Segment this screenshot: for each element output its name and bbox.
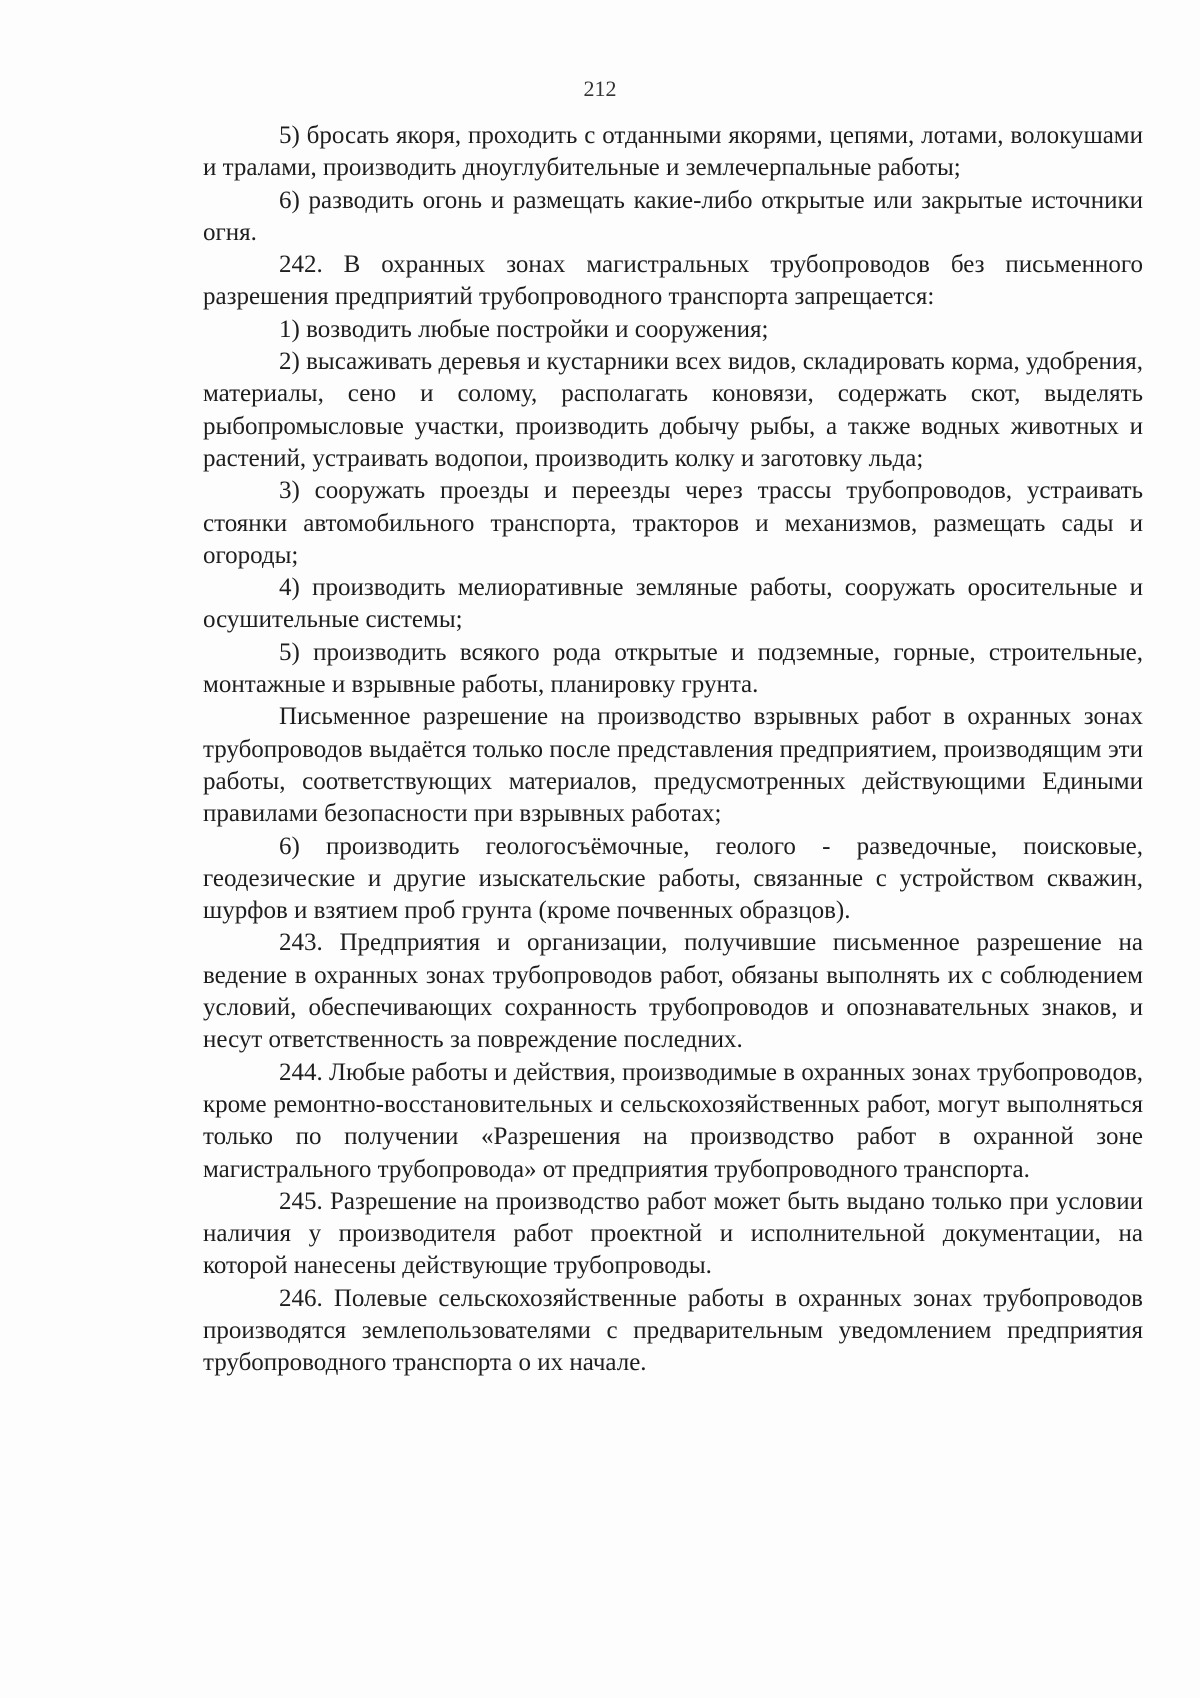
paragraph-item-6-fire: 6) разводить огонь и размещать какие-либо открытые или закрытые источники огня.	[203, 186, 1143, 246]
paragraph-item-6-geology: 6) производить геологосъёмочные, геолого - разведочные, поисковые, геодезические и другие изыскательские работы, связанные с устройством скважин, шурфов и взятием проб грунта (кроме почвенных образцов).	[203, 832, 1143, 925]
paragraph-item-2-trees: 2) высаживать деревья и кустарники всех видов, складировать корма, удобрения, материалы, сено и солому, располагать коновязи, содержать скот, выделять рыбопромысловые участки, производить добычу рыбы, а также водных животных и растений, устраивать водопои, производить колку и заготовку льда;	[203, 348, 1143, 472]
paragraph-clause-246: 246. Полевые сельскохозяйственные работы в охранных зонах трубопроводов производятся землепользователями с предварительным уведомлением предприятия трубопроводного транспорта о их начале.	[203, 1284, 1143, 1377]
paragraph-clause-245: 245. Разрешение на производство работ может быть выдано только при условии наличия у производителя работ проектной и исполнительной документации, на которой нанесены действующие трубопроводы.	[203, 1187, 1143, 1280]
paragraph-written-permission: Письменное разрешение на производство взрывных работ в охранных зонах трубопроводов выдаётся только после представления предприятием, производящим эти работы, соответствующих материалов, предусмотренных действующими Едиными правилами безопасности при взрывных работах;	[203, 703, 1143, 828]
paragraph-item-3-crossings: 3) сооружать проезды и переезды через трассы трубопроводов, устраивать стоянки автомобильного транспорта, тракторов и механизмов, размещать сады и огороды;	[203, 477, 1143, 569]
document-body	[203, 120, 1143, 1380]
paragraph-item-5-anchors: 5) бросать якоря, проходить с отданными якорями, цепями, лотами, волокушами и тралами, производить дноуглубительные и землечерпальные работы;	[203, 122, 1143, 182]
paragraph-item-4-melioration: 4) производить мелиоративные земляные работы, сооружать оросительные и осушительные системы;	[203, 574, 1143, 634]
page-number: 212	[583, 76, 617, 101]
paragraph-item-5-excavation: 5) производить всякого рода открытые и подземные, горные, строительные, монтажные и взрывные работы, планировку грунта.	[203, 638, 1143, 699]
paragraph-clause-242: 242. В охранных зонах магистральных трубопроводов без письменного разрешения предприятий трубопроводного транспорта запрещается:	[203, 251, 1143, 311]
paragraph-item-1-buildings: 1) возводить любые постройки и сооружения;	[279, 315, 769, 343]
paragraph-clause-244: 244. Любые работы и действия, производимые в охранных зонах трубопроводов, кроме ремонтно-восстановительных и сельскохозяйственных работ, могут выполняться только по получении «Разрешения на производство работ в охранной зоне магистрального трубопровода» от предприятия трубопроводного транспорта.	[203, 1058, 1143, 1183]
paragraph-clause-243: 243. Предприятия и организации, получившие письменное разрешение на ведение в охранных зонах трубопроводов работ, обязаны выполнять их с соблюдением условий, обеспечивающих сохранность трубопроводов и опознавательных знаков, и несут ответственность за повреждение последних.	[203, 929, 1143, 1054]
